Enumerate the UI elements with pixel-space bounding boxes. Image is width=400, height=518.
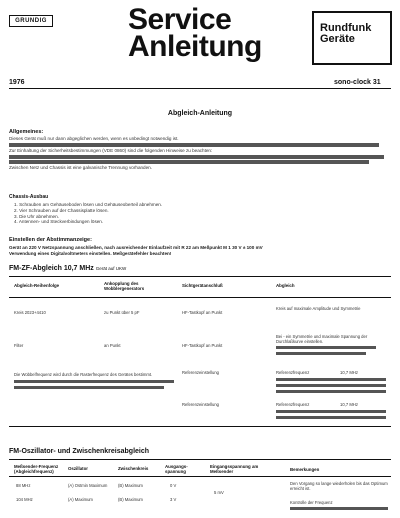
osc-header-5: Eingangsspannung am Meßsender (210, 464, 259, 474)
general-line-1: Dieses Gerät muß nur dann abgeglichen werden, wenn es unbedingt notwendig ist. (9, 136, 179, 141)
chassis-item-3: 3. Die Uhr abnehmen. (14, 213, 59, 219)
model-name: sono-clock 31 (334, 79, 381, 86)
osc-header-1: Meßsender-Frequenz (Abgleichfrequenz) (14, 464, 59, 474)
fm-if-header-4: Abgleich (276, 283, 295, 288)
title-line-1: Service (128, 3, 232, 36)
osc-title: FM-Oszillator- und Zwischenkreisabgleich (9, 448, 150, 455)
osc-cell: Kontrolle der Frequenz (290, 500, 333, 505)
fm-if-ref-cell: Referenzfrequenz (276, 370, 310, 375)
fm-if-cell: an Punkt (104, 343, 121, 348)
text-block (9, 143, 379, 147)
chassis-list (14, 202, 384, 225)
osc-header-6: Bemerkungen (290, 467, 320, 472)
settings-line-2: Verwendung eines Digitalvoltmeters einstellen. Meßgerätefehler beachten! (9, 250, 172, 256)
divider (9, 476, 391, 477)
text-block (9, 155, 384, 159)
year: 1976 (9, 79, 25, 86)
text-block (14, 380, 174, 383)
osc-cell: 5 mV (214, 490, 224, 495)
title-line-2: Anleitung (128, 30, 262, 63)
fm-if-cell: Kreis auf maximale Amplitude und Symmetrie (276, 306, 361, 311)
fm-if-cell: Filter (14, 343, 24, 348)
fm-if-ref-cell: 10,7 MHz (340, 402, 358, 407)
divider (9, 297, 391, 298)
divider (9, 88, 391, 89)
osc-cell: 3 V (170, 497, 177, 502)
fm-if-cell: Kreis 2023+4410 (14, 310, 46, 315)
settings-text (9, 245, 391, 257)
fm-if-cell: zu Punkt über 5 pF (104, 310, 140, 315)
general-text (9, 136, 391, 170)
text-block (290, 507, 388, 510)
osc-cell: (B) Maximum (118, 497, 143, 502)
osc-cell: (A) Ostmin Maximum (68, 483, 108, 488)
fm-if-cell: HF-Tastkopf an Punkt (182, 310, 223, 315)
category-box (312, 11, 392, 65)
title (128, 3, 262, 63)
fm-if-ref-cell: Referenzeinstellung (182, 402, 220, 407)
text-block (276, 352, 366, 355)
settings-line-1: Gerät an 220 V Netzspannung anschließen, nach ausreichender Einlaufzeit mit R 22 am Meßpunkt M 1 30 V ± 100 mV (9, 245, 263, 250)
text-block (276, 378, 386, 381)
fm-if-header-1: Abgleich-Reihenfolge (14, 283, 60, 288)
fm-if-note: Die Wobbelfrequenz wird durch die Rasterfrequenz des Gerätes bestimmt. (14, 372, 153, 377)
fm-if-cell: HF-Tastkopf an Punkt (182, 343, 223, 348)
fm-if-ref-cell: Referenzfrequenz (276, 402, 310, 407)
page-heading: Abgleich-Anleitung (167, 110, 233, 117)
fm-if-header-3: Sichtgerätanschluß (182, 283, 223, 288)
text-block (276, 346, 376, 349)
osc-cell: Den Vorgang so lange wiederholen bis das Optimum erreicht ist. (290, 481, 388, 491)
general-line-2: Zur Einhaltung der Sicherheitsbestimmungen (VDE 0860) sind die folgenden Hinweise zu beachten: (9, 147, 213, 153)
category-line-2: Geräte (320, 33, 355, 45)
osc-cell: (B) Maximum (118, 483, 143, 488)
osc-header-2: Oszillator (68, 466, 89, 471)
general-title: Allgemeines: (9, 129, 44, 135)
text-block (276, 384, 386, 387)
chassis-item-2: 2. Vier Schrauben auf der Chassisplatte lösen. (14, 207, 109, 213)
settings-title: Einstellen der Abstimmanzeige: (9, 237, 92, 243)
divider (9, 276, 391, 277)
fm-if-ref-cell: 10,7 MHz (340, 370, 358, 375)
osc-header-3: Zwischenkreis (118, 466, 149, 471)
grundig-logo: GRUNDIG (9, 15, 53, 27)
fm-if-title-text: FM-ZF-Abgleich 10,7 MHz (9, 265, 94, 272)
text-block (276, 416, 386, 419)
fm-if-header-2: Ankopplung des Wobblergenerators (104, 281, 145, 291)
category-line-1: Rundfunk (320, 22, 372, 34)
fm-if-ref-cell: Referenzeinstellung (182, 370, 220, 375)
chassis-item-1: 1. Schrauben am Gehäuseboden lösen und Gehäuseoberteil abnehmen. (14, 202, 163, 207)
fm-if-subtitle: Gerät auf UKW (95, 266, 127, 271)
divider (9, 459, 391, 460)
osc-cell: 104 MHz (16, 497, 33, 502)
text-block (276, 390, 386, 393)
general-line-3: Zwischen Netz und Chassis ist eine galvanische Trennung vorhanden. (9, 164, 152, 170)
fm-if-title (9, 265, 126, 272)
chassis-item-4: 4. Antennen- und Steckverbindungen lösen. (14, 219, 104, 225)
osc-cell: 88 MHz (16, 483, 31, 488)
osc-cell: (A) Maximum (68, 497, 93, 502)
fm-if-cell: Bei - ein Symmetrie und maximale Spannung der Durchlaßkurve einstellen. (276, 334, 368, 344)
text-block (276, 410, 386, 413)
osc-cell: 0 V (170, 483, 177, 488)
text-block (14, 386, 164, 389)
osc-header-4: Ausgangs-spannung (165, 464, 188, 474)
divider (9, 426, 391, 427)
text-block (9, 160, 369, 164)
chassis-title: Chassis-Ausbau (9, 194, 49, 200)
